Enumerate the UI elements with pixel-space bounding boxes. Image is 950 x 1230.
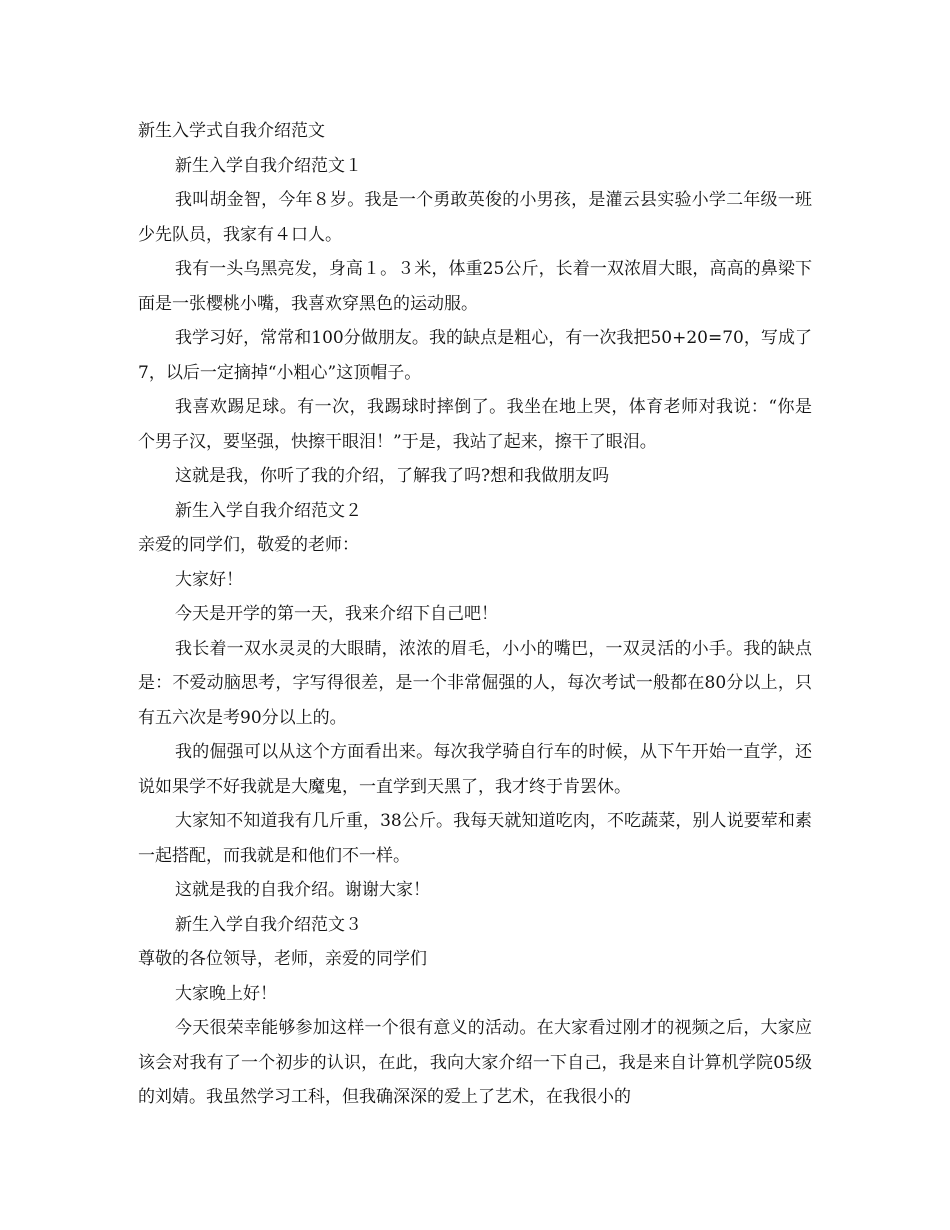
paragraph: 这就是我，你听了我的介绍，了解我了吗?想和我做朋友吗 <box>175 466 610 486</box>
paragraph: 大家晚上好！ <box>175 983 277 1004</box>
paragraph: 我学习好，常常和100分做朋友。我的缺点是粗心，有一次我把50+20=70，写成了7，以后一定摘掉“小粗心”这顶帽子。 <box>138 328 812 383</box>
section-heading-2: 新生入学自我介绍范文２ <box>175 500 362 521</box>
paragraph: 我的倔强可以从这个方面看出来。每次我学骑自行车的时候，从下午开始一直学，还说如果学不好我就是大魔鬼，一直学到天黑了，我才终于肯罢休。 <box>138 742 812 797</box>
paragraph: 大家知不知道我有几斤重，38公斤。我每天就知道吃肉，不吃蔬菜，别人说要荤和素一起搭配，而我就是和他们不一样。 <box>138 811 812 866</box>
section-heading-1: 新生入学自我介绍范文１ <box>175 155 362 176</box>
paragraph: 我有一头乌黑亮发，身高１。３米，体重25公斤，长着一双浓眉大眼，高高的鼻梁下面是一张樱桃小嘴，我喜欢穿黑色的运动服。 <box>138 259 812 314</box>
paragraph: 我喜欢踢足球。有一次，我踢球时摔倒了。我坐在地上哭，体育老师对我说：“你是个男子汉，要坚强，快擦干眼泪！”于是，我站了起来，擦干了眼泪。 <box>138 397 812 452</box>
section-heading-3: 新生入学自我介绍范文３ <box>175 914 362 935</box>
paragraph: 今天很荣幸能够参加这样一个很有意义的活动。在大家看过刚才的视频之后，大家应该会对我有了一个初步的认识，在此，我向大家介绍一下自己，我是来自计算机学院05级的刘婧。我虽然学习工科，但我确深深的爱上了艺术，在我很小的 <box>138 1018 812 1107</box>
paragraph: 我叫胡金智，今年８岁。我是一个勇敢英俊的小男孩，是灌云县实验小学二年级一班少先队员，我家有４口人。 <box>138 190 812 245</box>
paragraph: 我长着一双水灵灵的大眼睛，浓浓的眉毛，小小的嘴巴，一双灵活的小手。我的缺点是：不爱动脑思考，字写得很差，是一个非常倔强的人，每次考试一般都在80分以上，只有五六次是考90分以上的。 <box>138 638 812 728</box>
document-title: 新生入学式自我介绍范文 <box>138 121 325 141</box>
salutation: 亲爱的同学们，敬爱的老师： <box>138 535 359 555</box>
document-body <box>138 114 812 1115</box>
paragraph: 大家好！ <box>175 569 243 590</box>
paragraph: 今天是开学的第一天，我来介绍下自己吧！ <box>175 604 498 624</box>
salutation: 尊敬的各位领导，老师，亲爱的同学们 <box>138 949 427 969</box>
paragraph: 这就是我的自我介绍。谢谢大家！ <box>175 880 430 900</box>
